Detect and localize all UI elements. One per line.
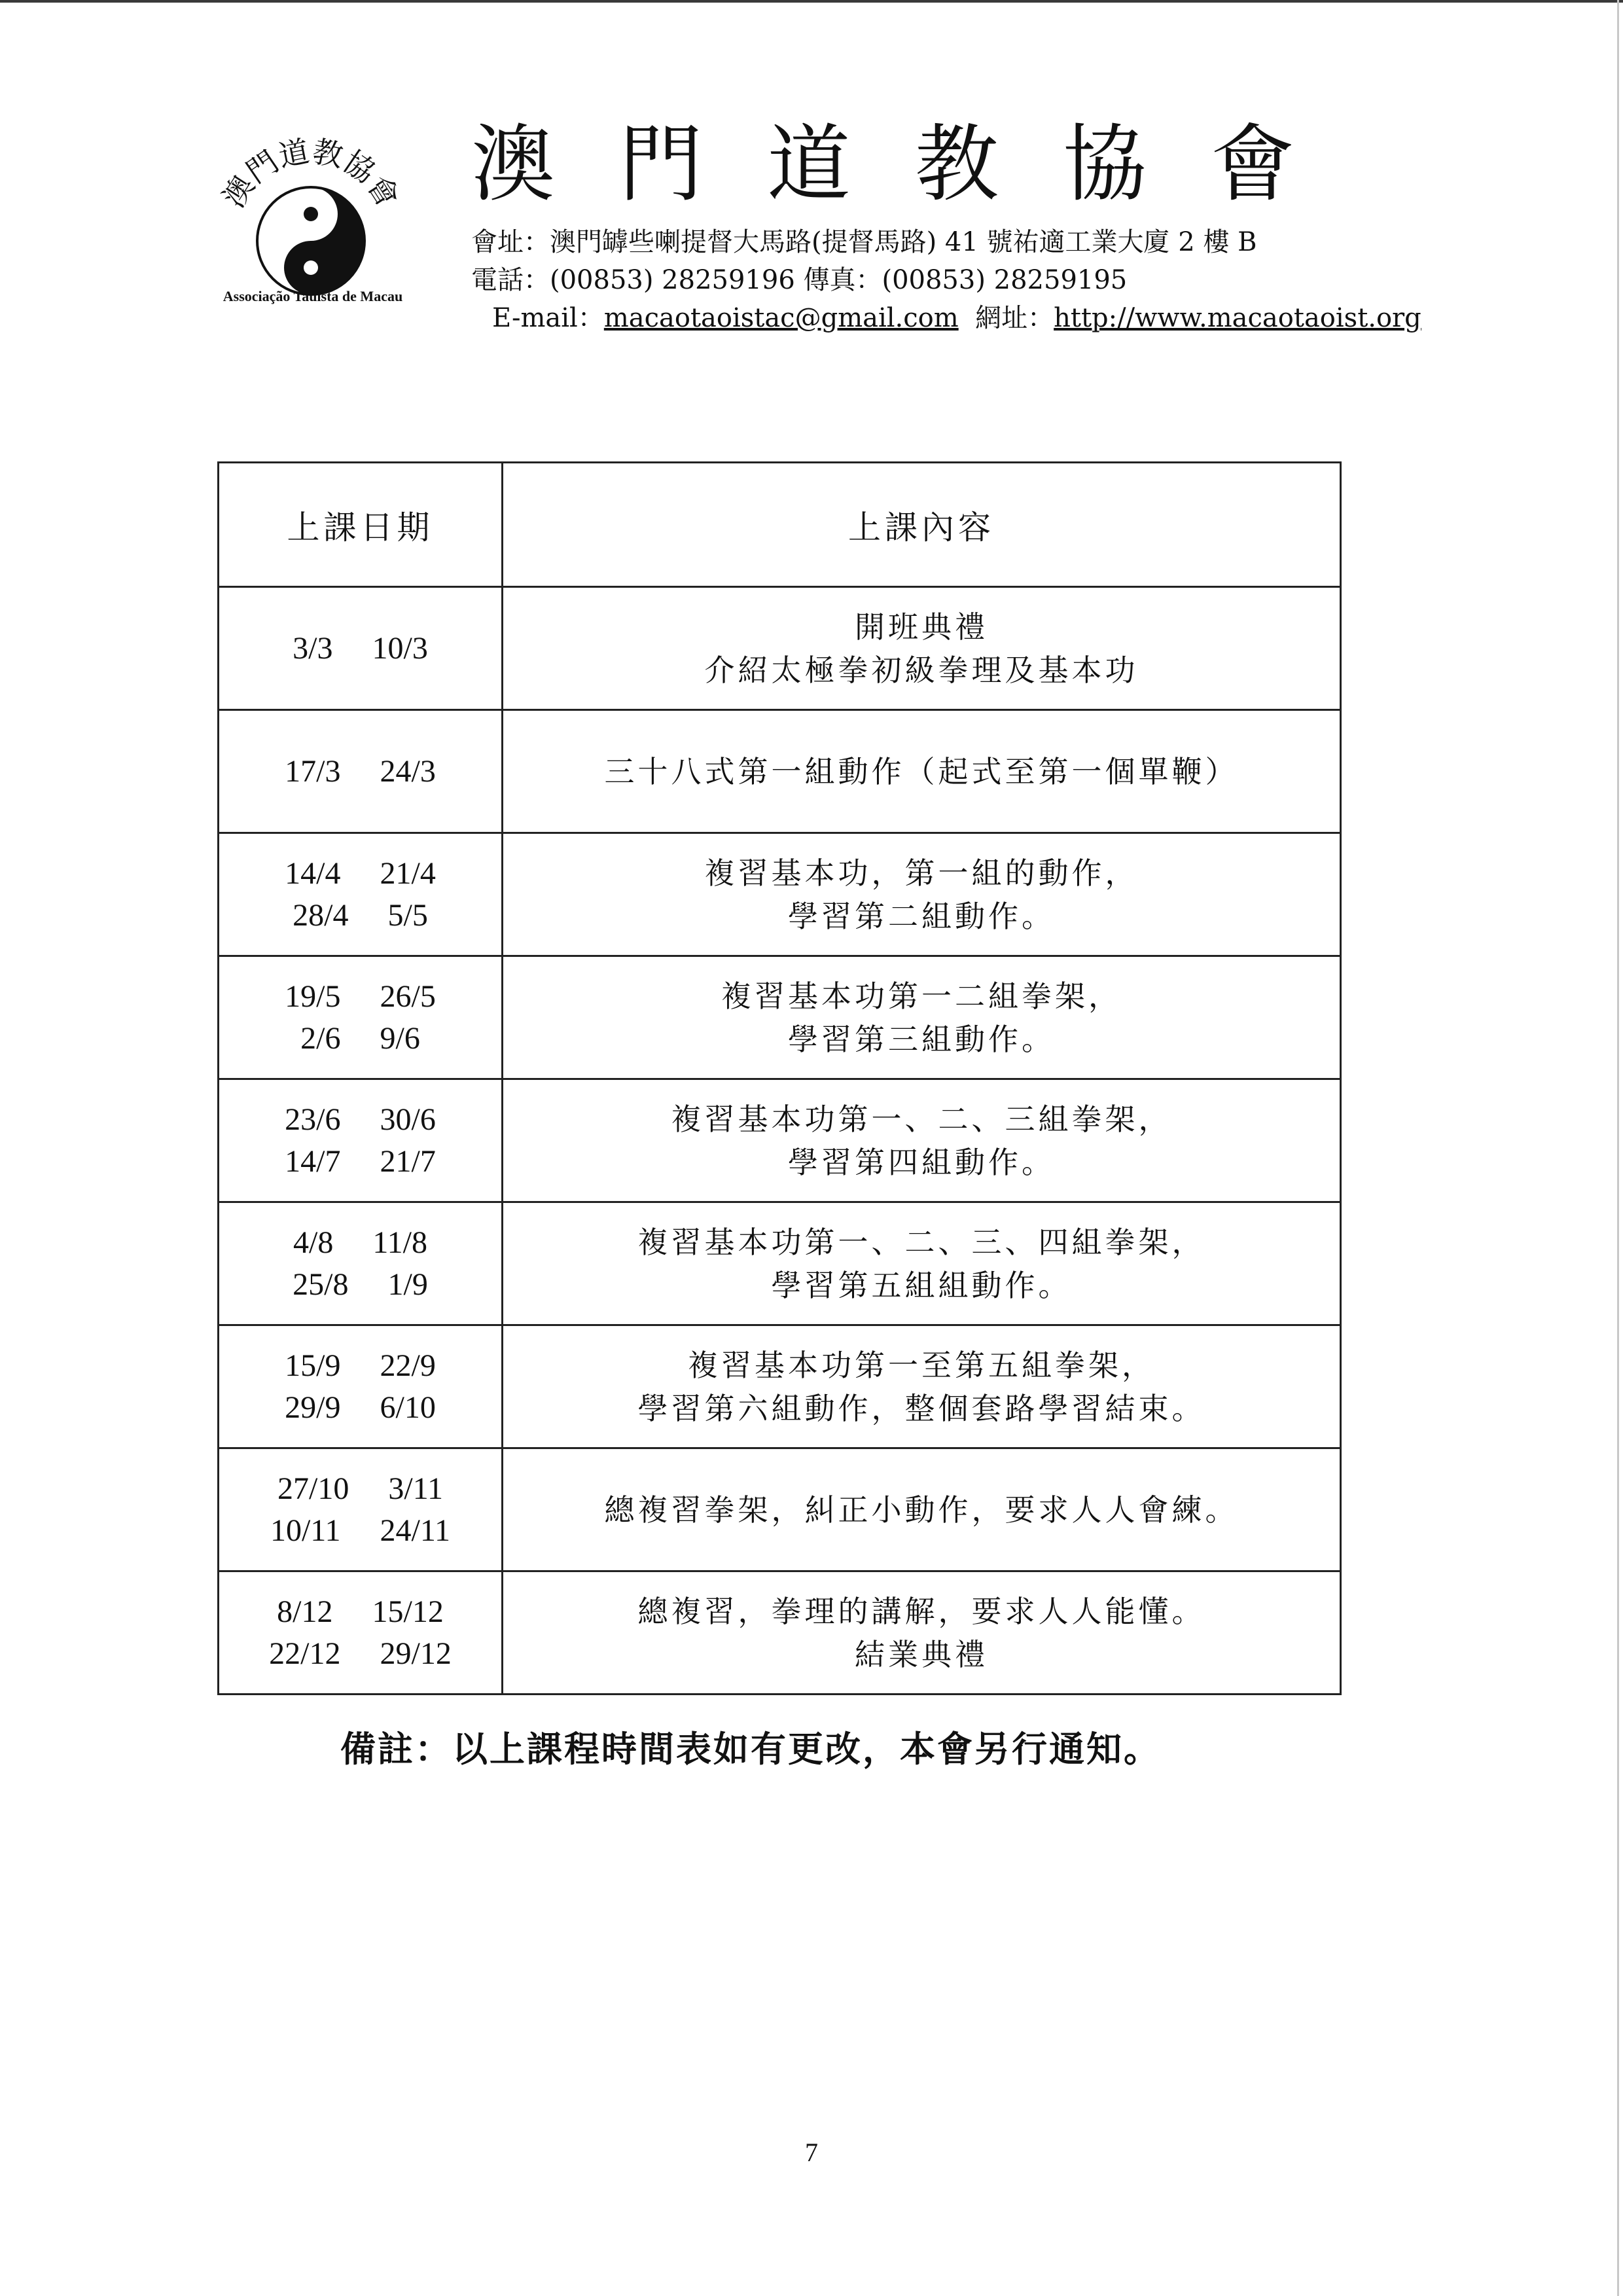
content-line: 總複習拳架，糾正小動作，要求人人會練。 — [604, 1492, 1239, 1528]
logo-caption: Associação Tauista de Macau — [223, 288, 403, 304]
scan-edge-top — [0, 0, 1623, 3]
date-line: 28/4 5/5 — [293, 897, 428, 933]
email-website-line — [492, 297, 1421, 334]
content-cell — [503, 1571, 1341, 1695]
date-cell — [219, 1079, 503, 1202]
course-schedule-table — [217, 461, 1342, 1695]
content-line: 學習第四組動作。 — [788, 1144, 1055, 1180]
table-row — [219, 1325, 1341, 1448]
content-line: 學習第三組動作。 — [788, 1021, 1055, 1057]
date-line: 23/6 30/6 — [285, 1102, 436, 1137]
content-cell — [503, 1325, 1341, 1448]
table-row — [219, 833, 1341, 956]
content-line: 三十八式第一組動作（起式至第一個單鞭） — [604, 753, 1239, 789]
website-label: 網址： — [975, 303, 1054, 333]
content-line: 學習第二組動作。 — [788, 898, 1055, 934]
table-row — [219, 956, 1341, 1079]
content-cell — [503, 1448, 1341, 1571]
website-link[interactable]: http://www.macaotaoist.org — [1054, 303, 1421, 333]
content-line: 複習基本功，第一組的動作， — [704, 855, 1139, 891]
date-line: 2/6 9/6 — [300, 1020, 420, 1056]
content-line: 開班典禮 — [855, 609, 988, 645]
table-header-row — [219, 463, 1341, 587]
date-line: 15/9 22/9 — [285, 1348, 436, 1383]
date-cell — [219, 956, 503, 1079]
scan-edge-right — [1617, 0, 1619, 2296]
date-line: 29/9 6/10 — [285, 1390, 436, 1425]
content-line: 總複習，拳理的講解，要求人人能懂。 — [637, 1593, 1205, 1629]
date-cell — [219, 1571, 503, 1695]
email-label: E-mail： — [492, 303, 604, 333]
content-cell — [503, 1079, 1341, 1202]
date-cell — [219, 587, 503, 710]
table-row — [219, 1571, 1341, 1695]
content-line: 複習基本功第一、二、三組拳架， — [671, 1101, 1172, 1137]
table-row — [219, 710, 1341, 833]
content-line: 結業典禮 — [855, 1636, 988, 1672]
content-line: 介紹太極拳初級拳理及基本功 — [704, 652, 1139, 688]
date-line: 10/11 24/11 — [270, 1513, 451, 1548]
table-row — [219, 1448, 1341, 1571]
date-line: 3/3 10/3 — [293, 630, 428, 666]
address-line: 會址：澳門罅些喇提督大馬路(提督馬路) 41 號祐適工業大廈 2 樓 B — [471, 227, 1257, 257]
email-link[interactable]: macaotaoistac@gmail.com — [603, 303, 959, 333]
organization-title: 澳門道教協會 — [471, 116, 1359, 213]
content-line: 學習第六組動作，整個套路學習結束。 — [637, 1390, 1205, 1426]
content-line: 學習第五組組動作。 — [771, 1267, 1072, 1303]
content-cell — [503, 710, 1341, 833]
page-number: 7 — [805, 2138, 818, 2167]
date-line: 4/8 11/8 — [293, 1225, 427, 1260]
date-cell — [219, 1448, 503, 1571]
date-line: 22/12 29/12 — [269, 1636, 452, 1671]
date-line: 8/12 15/12 — [277, 1594, 444, 1629]
content-cell — [503, 1202, 1341, 1325]
content-cell — [503, 833, 1341, 956]
content-line: 複習基本功第一、二、三、四組拳架， — [637, 1224, 1205, 1260]
date-line: 19/5 26/5 — [285, 978, 436, 1014]
date-line: 27/10 3/11 — [277, 1471, 443, 1506]
date-line: 17/3 24/3 — [285, 753, 436, 789]
content-line: 複習基本功第一二組拳架， — [721, 978, 1122, 1014]
date-line: 25/8 1/9 — [293, 1266, 428, 1302]
table-row — [219, 587, 1341, 710]
svg-text:澳門道教協會: 澳門道教協會 — [215, 133, 406, 214]
date-line: 14/7 21/7 — [285, 1143, 436, 1179]
content-cell — [503, 956, 1341, 1079]
table-row — [219, 1202, 1341, 1325]
table-row — [219, 1079, 1341, 1202]
date-cell — [219, 1325, 503, 1448]
date-cell — [219, 1202, 503, 1325]
phone-fax-line: 電話：(00853) 28259196 傳真：(00853) 28259195 — [471, 265, 1128, 295]
column-header-content: 上課內容 — [503, 463, 1341, 587]
content-cell — [503, 587, 1341, 710]
schedule-note: 備註：以上課程時間表如有更改，本會另行通知。 — [340, 1729, 1161, 1770]
date-cell — [219, 710, 503, 833]
content-line: 複習基本功第一至第五組拳架， — [688, 1347, 1155, 1383]
column-header-date: 上課日期 — [219, 463, 503, 587]
date-cell — [219, 833, 503, 956]
date-line: 14/4 21/4 — [285, 855, 436, 891]
